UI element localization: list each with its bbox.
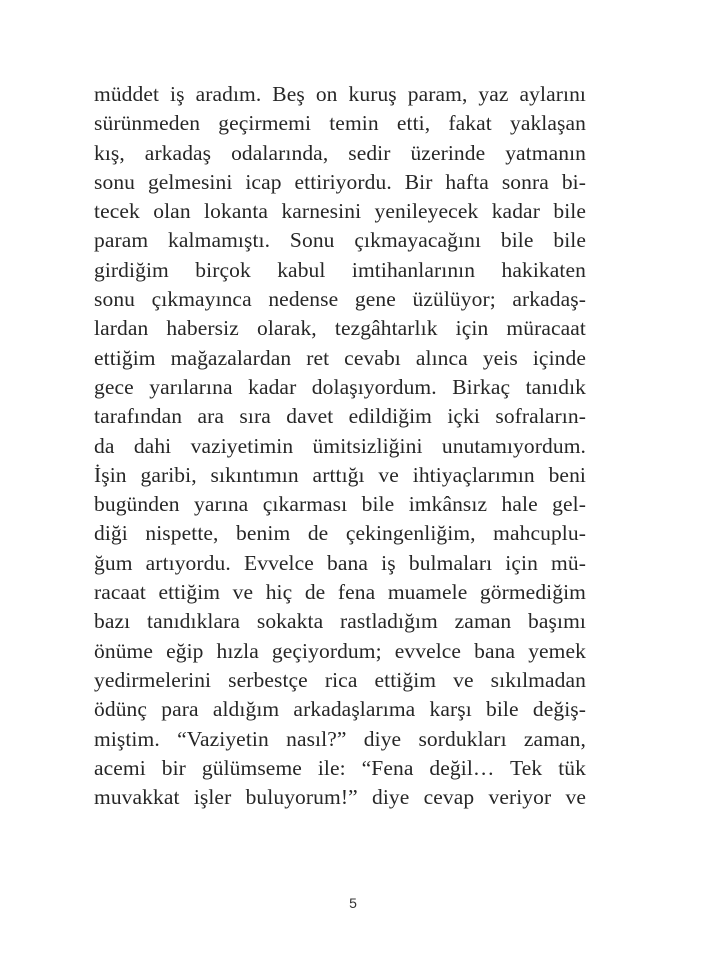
text-line: İşin garibi, sıkıntımın arttığı ve ihtiyaçlarımın beni [94,462,586,487]
body-text [94,80,586,812]
text-line: ödünç para aldığım arkadaşlarıma karşı bile değiş- [94,697,586,722]
text-line: miştim. “Vaziyetin nasıl?” diye sordukları zaman, [94,726,586,751]
page-number: 5 [349,895,357,911]
text-line: ettiğim mağazalardan ret cevabı alınca yeis içinde [94,345,586,370]
text-line: tecek olan lokanta karnesini yenileyecek kadar bile [94,199,586,224]
text-line: kış, arkadaş odalarında, sedir üzerinde yatmanın [94,140,586,165]
text-line: girdiğim birçok kabul imtihanlarının hakikaten [94,257,586,282]
text-line: sonu gelmesini icap ettiriyordu. Bir hafta sonra bi- [94,169,586,194]
text-line: bugünden yarına çıkarması bile imkânsız hale gel- [94,492,586,517]
text-line: sürünmeden geçirmemi temin etti, fakat yaklaşan [94,111,586,136]
text-line: da dahi vaziyetimin ümitsizliğini unutamıyordum. [94,433,586,458]
text-line: racaat ettiğim ve hiç de fena muamele görmediğim [94,580,586,605]
text-line: sonu çıkmayınca nedense gene üzülüyor; arkadaş- [94,287,586,312]
text-line: tarafından ara sıra davet edildiğim içki sofraların- [94,404,586,429]
text-line: lardan habersiz olarak, tezgâhtarlık için müracaat [94,316,586,341]
text-line: ğum artıyordu. Evvelce bana iş bulmaları için mü- [94,550,586,575]
text-line: muvakkat işler buluyorum!” diye cevap veriyor ve [94,785,586,810]
text-line: müddet iş aradım. Beş on kuruş param, yaz aylarını [94,82,586,106]
text-line: param kalmamıştı. Sonu çıkmayacağını bile bile [94,228,586,253]
text-line: diği nispette, benim de çekingenliğim, mahcuplu- [94,521,586,546]
text-line: yedirmelerini serbestçe rica ettiğim ve sıkılmadan [94,667,586,692]
text-line: gece yarılarına kadar dolaşıyordum. Birkaç tanıdık [94,374,586,399]
text-line: bazı tanıdıklara sokakta rastladığım zaman başımı [94,609,586,634]
text-line: önüme eğip hızla geçiyordum; evvelce bana yemek [94,638,586,663]
text-line: acemi bir gülümseme ile: “Fena değil… Tek tük [94,755,586,780]
